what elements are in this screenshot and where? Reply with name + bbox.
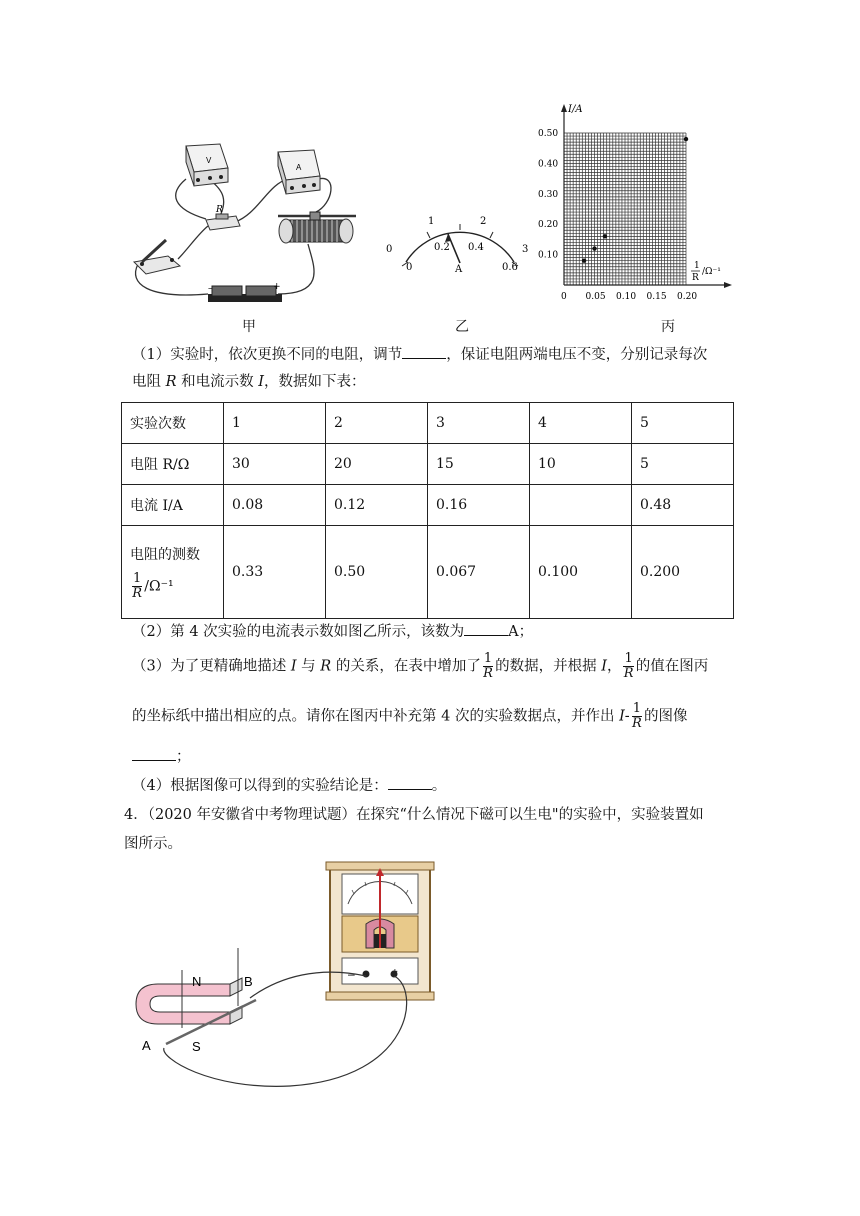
- caption-jia: 甲: [242, 319, 256, 335]
- answer-blank-3[interactable]: [132, 746, 176, 761]
- answer-blank-1[interactable]: [402, 344, 446, 359]
- graph-y-label: I/A: [568, 104, 583, 115]
- x-tick-label: 0.15: [646, 292, 667, 302]
- switch: [134, 240, 180, 274]
- svg-text:–: –: [208, 284, 213, 294]
- x-tick-label: 0: [561, 292, 567, 302]
- caption-bing: 丙: [661, 319, 675, 335]
- answer-blank-2[interactable]: [464, 621, 508, 636]
- x-tick-label: 0.20: [677, 292, 698, 302]
- graph-paper: [530, 100, 760, 312]
- q4-line2: 图所示。: [124, 836, 182, 852]
- q3-part4: （4）根据图像可以得到的实验结论是： 。: [132, 775, 446, 796]
- dial-top-3: 3: [522, 244, 529, 255]
- data-point: [592, 246, 596, 250]
- table-cell-blank[interactable]: [530, 485, 632, 526]
- y-tick-label: 0.50: [538, 129, 559, 139]
- battery: [208, 282, 282, 302]
- x-tick-label: 0.10: [616, 292, 637, 302]
- dial-bottom-0: 0: [406, 262, 413, 273]
- label-n: N: [192, 974, 202, 989]
- induction-apparatus: [130, 858, 450, 1088]
- q3-part3-line1: （3）为了更精确地描述 I 与 R 的关系，在表中增加了 $\frac{1}{R}$ 的数据，并根据 I， $\frac{1}{R}$ 的值在图丙: [132, 651, 709, 681]
- table-row: 电阻的测数 $\frac{1}{R}$ /Ω⁻¹ 0.33 0.50 0.067 0.100 0.200: [122, 526, 734, 619]
- galvanometer: [326, 862, 434, 1000]
- q3-part3-line3: ；: [132, 746, 191, 767]
- data-table: [121, 402, 734, 619]
- y-tick-label: 0.10: [538, 250, 559, 261]
- data-point: [603, 234, 607, 238]
- data-point: [582, 258, 586, 262]
- q3-part1-line1: （1）实验时，依次更换不同的电阻，调节 ，保证电阻两端电压不变，分别记录每次: [132, 344, 707, 365]
- svg-text:V: V: [206, 156, 212, 165]
- graph-x-label-den: R: [692, 273, 699, 283]
- q4-line1: 4．（2020 年安徽省中考物理试题）在探究“什么情况下磁可以生电"的实验中，实验装置如: [124, 807, 704, 823]
- x-tick-label: 0.05: [585, 292, 606, 302]
- svg-text:R: R: [216, 205, 223, 215]
- label-a: A: [142, 1038, 151, 1053]
- dial-top-0: 0: [386, 244, 393, 255]
- q3-part1-line2: 电阻 R 和电流示数 I，数据如下表：: [132, 374, 366, 390]
- dial-top-1: 1: [428, 216, 435, 227]
- table-row: 电流 I/A 0.08 0.12 0.16 0.48: [122, 485, 734, 526]
- circuit-diagram: [128, 134, 378, 310]
- dial-top-2: 2: [480, 216, 487, 227]
- svg-text:A: A: [296, 163, 302, 172]
- dial-unit: A: [455, 264, 463, 275]
- y-tick-label: 0.20: [538, 220, 559, 231]
- table-row: 实验次数 1 2 3 4 5: [122, 403, 734, 444]
- svg-text:+: +: [273, 282, 281, 292]
- caption-yi: 乙: [455, 319, 469, 335]
- voltmeter: [186, 144, 228, 186]
- label-s: S: [192, 1039, 201, 1054]
- q3-part2: （2）第 4 次实验的电流表示数如图乙所示，该数为 A；: [132, 621, 533, 642]
- q3-part3-line2: 的坐标纸中描出相应的点。请你在图丙中补充第 4 次的实验数据点，并作出 I- $\frac{1}{R}$ 的图像: [132, 701, 688, 731]
- label-b: B: [244, 974, 253, 989]
- table-row: 电阻 R/Ω 30 20 15 10 5: [122, 444, 734, 485]
- ammeter-device: [278, 150, 320, 194]
- dial-bottom-1: 0.2: [434, 242, 450, 253]
- y-tick-label: 0.40: [538, 159, 559, 170]
- y-tick-label: 0.30: [538, 189, 559, 200]
- u-magnet: [136, 978, 242, 1024]
- rheostat: [278, 212, 356, 243]
- ammeter-dial: [384, 200, 534, 280]
- dial-bottom-3: 0.6: [502, 262, 518, 273]
- graph-x-label-num: 1: [694, 261, 700, 271]
- graph-x-label-unit: /Ω⁻¹: [702, 267, 721, 277]
- svg-text:–: –: [348, 967, 355, 981]
- answer-blank-4[interactable]: [388, 775, 432, 790]
- dial-bottom-2: 0.4: [468, 242, 484, 253]
- data-point: [684, 137, 688, 141]
